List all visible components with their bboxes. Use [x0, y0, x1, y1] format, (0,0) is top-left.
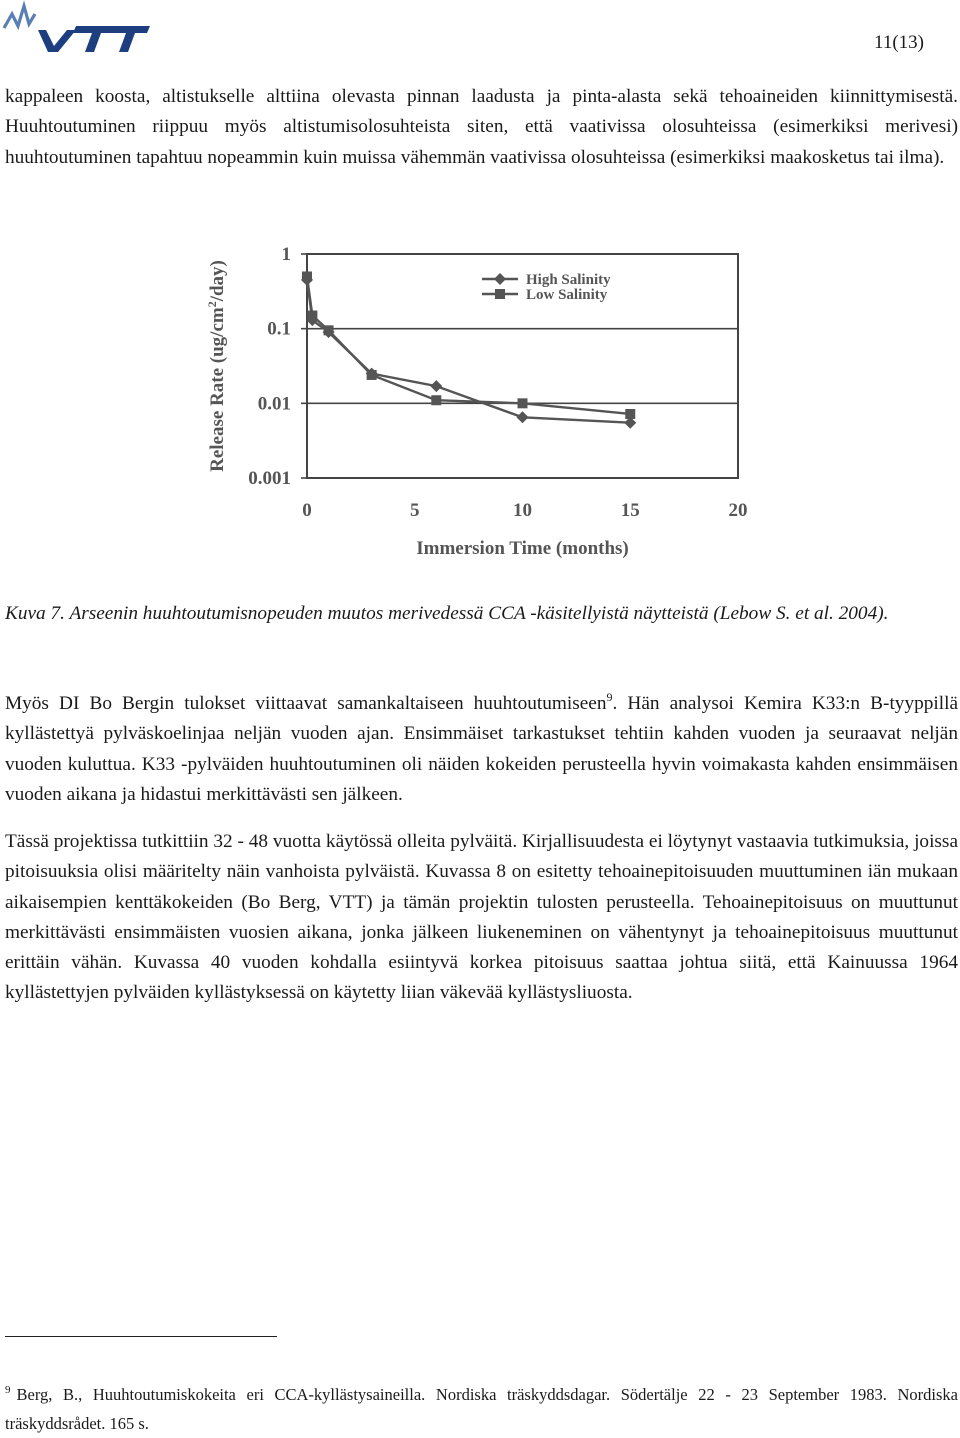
x-axis-label: Immersion Time (months) — [416, 538, 629, 559]
footnote — [5, 1376, 958, 1438]
page-number: 11(13) — [874, 32, 924, 53]
legend-marker — [495, 289, 505, 299]
footnote-text: Berg, B., Huuhtoutumiskokeita eri CCA-kyllästysaineilla. Nordiska träskyddsdagar. Södertälje 22 - 23 September 1983. Nordiska träskyddsrådet. 165 s. — [5, 1385, 958, 1433]
x-tick-label: 20 — [728, 500, 748, 521]
vtt-logo — [2, 0, 152, 58]
data-point — [367, 370, 377, 380]
y-tick-label: 0.001 — [248, 468, 291, 489]
footnote-divider — [5, 1336, 277, 1337]
footnote-ref[interactable]: 9 — [606, 690, 613, 704]
legend-marker — [494, 273, 506, 285]
data-point — [430, 380, 442, 392]
legend-label: Low Salinity — [526, 287, 608, 303]
paragraph-2 — [5, 682, 958, 810]
x-tick-label: 0 — [302, 500, 312, 521]
plot-area — [307, 254, 738, 478]
y-tick-label: 1 — [281, 244, 291, 265]
figure-caption: Kuva 7. Arseenin huuhtoutumisnopeuden muutos merivedessä CCA -käsitellyistä näytteistä (Lebow S. et al. 2004). — [5, 603, 889, 624]
paragraph-2-text-a: Myös DI Bo Bergin tulokset viittaavat samankaltaiseen huuhtoutumiseen — [5, 693, 607, 714]
data-point — [517, 411, 529, 423]
logo-text: VTT — [102, 57, 104, 58]
y-tick-label: 0.01 — [257, 393, 291, 415]
data-point — [625, 409, 635, 419]
data-point — [307, 311, 317, 321]
release-rate-chart — [185, 222, 778, 572]
paragraph-1: kappaleen koosta, altistukselle alttiina olevasta pinnan laadusta ja pinta-alasta sekä tehoaineiden kiinnittymisestä. Huuhtoutuminen riippuu myös altistumisolosuhteista siten, että vaativissa olosuhteissa (esimerkiksi merivesi) huuhtoutuminen tapahtuu nopeammin kuin muissa vähemmän vaativissa olosuhteissa (esimerkiksi maakosketus tai ilma). — [5, 86, 958, 168]
y-axis-label: Release Rate $(ug/cm^2/day)$ — [205, 260, 228, 472]
x-tick-label: 15 — [620, 500, 640, 521]
data-point — [324, 325, 334, 335]
data-point — [302, 271, 312, 281]
x-tick-label: 5 — [410, 500, 420, 521]
x-tick-label: 10 — [513, 500, 532, 521]
paragraph-3: Tässä projektissa tutkittiin 32 - 48 vuotta käytössä olleita pylväitä. Kirjallisuudesta ei löytynyt vastaavia tutkimuksia, joissa pitoisuuksia olisi määritelty näin vanhoista pylväistä. Kuvassa 8 on esitetty tehoainepitoisuuden muuttuminen iän mukaan aikaisempien kenttäkokeiden (Bo Berg, VTT) ja tämän projektin tulosten perusteella. Tehoainepitoisuus on muuttunut merkittävästi ensimmäisten vuosien aikana, jonka jälkeen liukeneminen on vähentynyt ja tehoainepitoisuus muuttunut erittäin vähän. Kuvassa 40 vuoden kohdalla esiintyvä korkea pitoisuus saattaa johtua siitä, että Kainuussa 1964 kyllästettyjen pylväiden kyllästyksessä on käytetty liian väkevää kyllästysliuosta. — [5, 831, 958, 1004]
legend-label: High Salinity — [526, 272, 611, 288]
data-point — [518, 398, 528, 408]
footnote-number: 9 — [5, 1384, 11, 1396]
data-point — [431, 395, 441, 405]
paragraph-2-text-b: . Hän analysoi Kemira K33:n B-tyyppillä kyllästettyä pylväskoelinjaa neljän vuoden ajan. Ensimmäiset tarkastukset tehtiin kahden vuoden ja seuraavat neljän vuoden kuluttua. K33 -pylväiden huuhtoutuminen oli näiden kokeiden perusteella hyvin voimakasta kahden ensimmäisen vuoden aikana ja hidastui merkittävästi sen jälkeen. — [5, 693, 958, 805]
y-tick-label: 0.1 — [267, 318, 291, 340]
